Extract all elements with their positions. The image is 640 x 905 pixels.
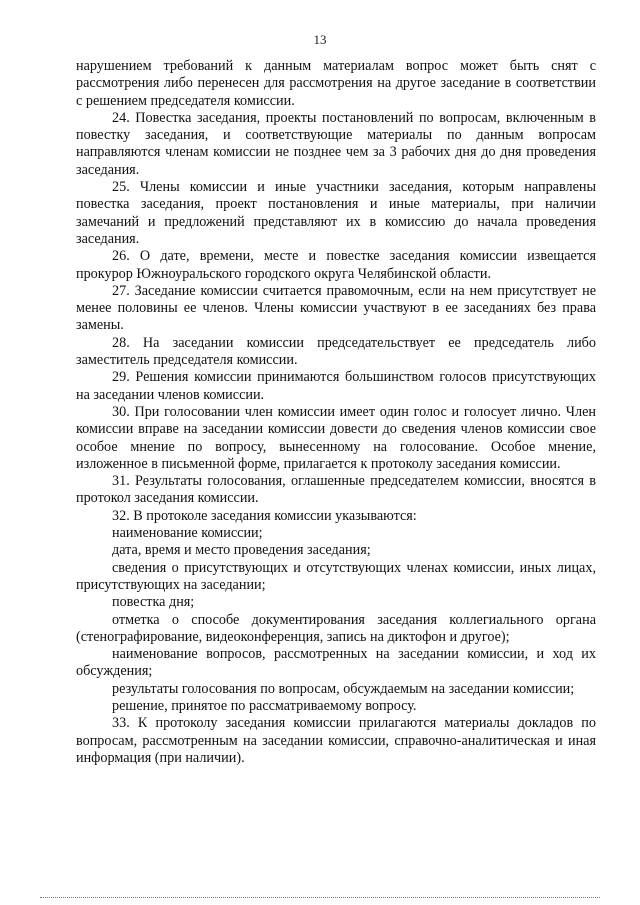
paragraph: 30. При голосовании член комиссии имеет один голос и голосует лично. Член комиссии вправе на заседании комиссии довести до сведения членов комиссии свое особое мнение по вопросу, вынесенному на голосование. Особое мнение, изложенное в письменной форме, прилагается к протоколу заседания комиссии. <box>76 403 596 472</box>
paragraph: 28. На заседании комиссии председательствует ее председатель либо заместитель председателя комиссии. <box>76 334 596 369</box>
bottom-dotted-rule <box>40 897 600 898</box>
page-number: 13 <box>313 32 327 47</box>
paragraph: 29. Решения комиссии принимаются большинством голосов присутствующих на заседании членов комиссии. <box>76 369 596 403</box>
paragraph: наименование комиссии; <box>112 525 263 542</box>
paragraph: наименование вопросов, рассмотренных на заседании комиссии, и ход их обсуждения; <box>76 646 596 680</box>
paragraph: 31. Результаты голосования, оглашенные председателем комиссии, вносятся в протокол заседания комиссии. <box>76 473 596 507</box>
paragraph: нарушением требований к данным материалам вопрос может быть снят с рассмотрения либо перенесен для рассмотрения на другое заседание в соответствии с решением председателя комиссии. <box>76 58 596 109</box>
paragraph: 32. В протоколе заседания комиссии указываются: <box>112 507 417 524</box>
paragraph: решение, принятое по рассматриваемому вопросу. <box>112 697 417 714</box>
paragraph: 26. О дате, времени, месте и повестке заседания комиссии извещается прокурор Южноуральского городского округа Челябинской области. <box>76 248 596 282</box>
paragraph: 25. Члены комиссии и иные участники заседания, которым направлены повестка заседания, проект постановления и иные материалы, при наличии замечаний и предложений представляют их в комиссию до начала проведения заседания. <box>76 179 596 247</box>
paragraph: дата, время и место проведения заседания; <box>112 542 371 559</box>
document-body <box>76 58 596 767</box>
paragraph: 33. К протоколу заседания комиссии прилагаются материалы докладов по вопросам, рассмотренным на заседании комиссии, справочно-аналитическая и иная информация (при наличии). <box>76 715 596 766</box>
paragraph: 24. Повестка заседания, проекты постановлений по вопросам, включенным в повестку заседания, и соответствующие материалы по данным вопросам направляются членам комиссии не позднее чем за 3 рабочих дня до дня проведения заседания. <box>76 109 596 178</box>
paragraph: результаты голосования по вопросам, обсуждаемым на заседании комиссии; <box>112 680 575 697</box>
paragraph: 27. Заседание комиссии считается правомочным, если на нем присутствует не менее половины ее членов. Члены комиссии участвуют в ее заседаниях без права замены. <box>76 282 596 334</box>
paragraph: отметка о способе документирования заседания коллегиального органа (стенографирование, видеоконференция, запись на диктофон и другое); <box>76 611 596 645</box>
paragraph: сведения о присутствующих и отсутствующих членах комиссии, иных лицах, присутствующих на заседании; <box>76 559 596 593</box>
paragraph: повестка дня; <box>112 594 195 611</box>
